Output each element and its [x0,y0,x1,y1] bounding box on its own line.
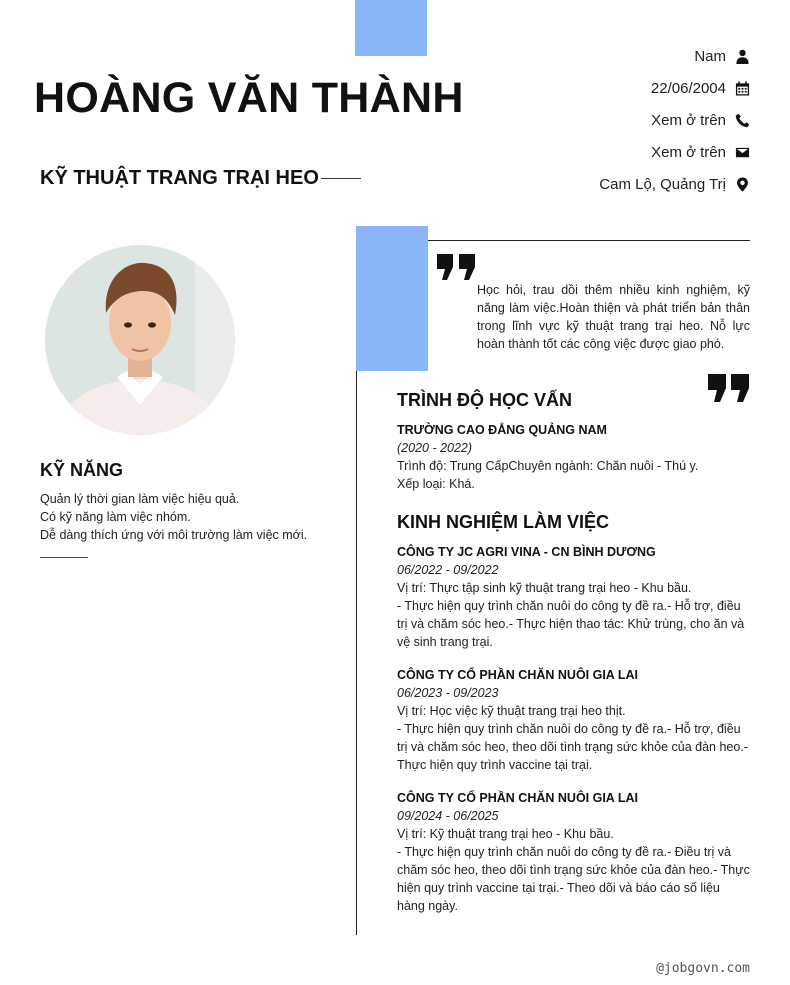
envelope-icon [734,144,750,160]
quote-close-icon [708,374,750,402]
education-entry [397,421,750,493]
experience-duties: - Thực hiện quy trình chăn nuôi do công ty đề ra.- Điều trị và chăm sóc heo, theo dõi tình trạng sức khỏe của đàn heo.- Thực hiện quy trình vaccine tại trại.- Theo dõi và báo cáo số liệu hàng ngày. [397,845,750,913]
experience-period: 09/2024 - 06/2025 [397,809,499,823]
footer-watermark: @jobgovn.com [656,961,750,976]
quote-open-icon [437,254,477,280]
education-title: TRÌNH ĐỘ HỌC VẤN [397,390,572,410]
experience-position: Vị trí: Thực tập sinh kỹ thuật trang trại heo - Khu bầu. [397,581,692,595]
experience-entry [397,543,750,651]
company-name: CÔNG TY JC AGRI VINA - CN BÌNH DƯƠNG [397,545,656,559]
birthdate-value: 22/06/2004 [650,79,726,97]
skill-item: Quản lý thời gian làm việc hiệu quả. [40,492,240,506]
experience-entry [397,666,750,774]
phone-value: Xem ở trên [651,111,726,129]
objective-top-rule [428,240,750,241]
company-name: CÔNG TY CỔ PHẦN CHĂN NUÔI GIA LAI [397,668,638,682]
address-value: Cam Lộ, Quảng Trị [599,175,726,193]
skills-title: KỸ NĂNG [40,460,124,480]
accent-block-quote [356,226,428,371]
experience-position: Vị trí: Học việc kỹ thuật trang trại heo thịt. [397,704,626,718]
email-value: Xem ở trên [651,143,726,161]
contact-email [651,136,750,168]
map-marker-icon [734,176,750,192]
job-title [40,167,361,190]
contact-birthdate [651,72,750,104]
contact-info [599,40,750,200]
accent-block-top [355,0,427,56]
skills-divider [40,557,88,558]
experience-period: 06/2022 - 09/2022 [397,563,499,577]
experience-entry [397,789,750,915]
company-name: CÔNG TY CỔ PHẦN CHĂN NUÔI GIA LAI [397,791,638,805]
job-title-text: KỸ THUẬT TRANG TRẠI HEO [40,167,319,189]
skill-item: Dễ dàng thích ứng với môi trường làm việc mới. [40,528,308,542]
job-title-divider [321,178,361,179]
phone-icon [734,112,750,128]
contact-address [599,168,750,200]
education-period: (2020 - 2022) [397,441,473,455]
experience-period: 06/2023 - 09/2023 [397,686,499,700]
gender-value: Nam [694,47,726,65]
candidate-name: HOÀNG VĂN THÀNH [34,74,464,122]
skills-list [40,490,307,544]
user-icon [734,48,750,64]
experience-title: KINH NGHIỆM LÀM VIỆC [397,512,610,532]
education-grade: Xếp loại: Khá. [397,477,475,491]
skill-item: Có kỹ năng làm việc nhóm. [40,510,191,524]
experience-position: Vị trí: Kỹ thuật trang trại heo - Khu bầu. [397,827,614,841]
column-divider [356,371,357,935]
career-objective: Học hỏi, trau dồi thêm nhiều kinh nghiệm, kỹ năng làm việc.Hoàn thiện và phát triển bản thân trong lĩnh vực kỹ thuật trang trại heo. Nỗ lực hoàn thành tốt các công việc được giao phó. [477,283,750,351]
contact-gender [694,40,750,72]
experience-duties: - Thực hiện quy trình chăn nuôi do công ty đề ra.- Hỗ trợ, điều trị và chăm sóc heo, theo dõi tình trạng sức khỏe của đàn heo.- Thực hiện quy trình vaccine tại trại. [397,722,748,772]
calendar-icon [734,80,750,96]
education-detail: Trình độ: Trung CấpChuyên ngành: Chăn nuôi - Thú y. [397,459,699,473]
experience-duties: - Thực hiện quy trình chăn nuôi do công ty đề ra.- Hỗ trợ, điều trị và chăm sóc heo.- Thực hiện thao tác: Khử trùng, cho ăn và vệ sinh trang trại. [397,599,745,649]
profile-photo [45,245,235,435]
contact-phone [651,104,750,136]
school-name: TRƯỜNG CAO ĐẲNG QUẢNG NAM [397,423,607,437]
